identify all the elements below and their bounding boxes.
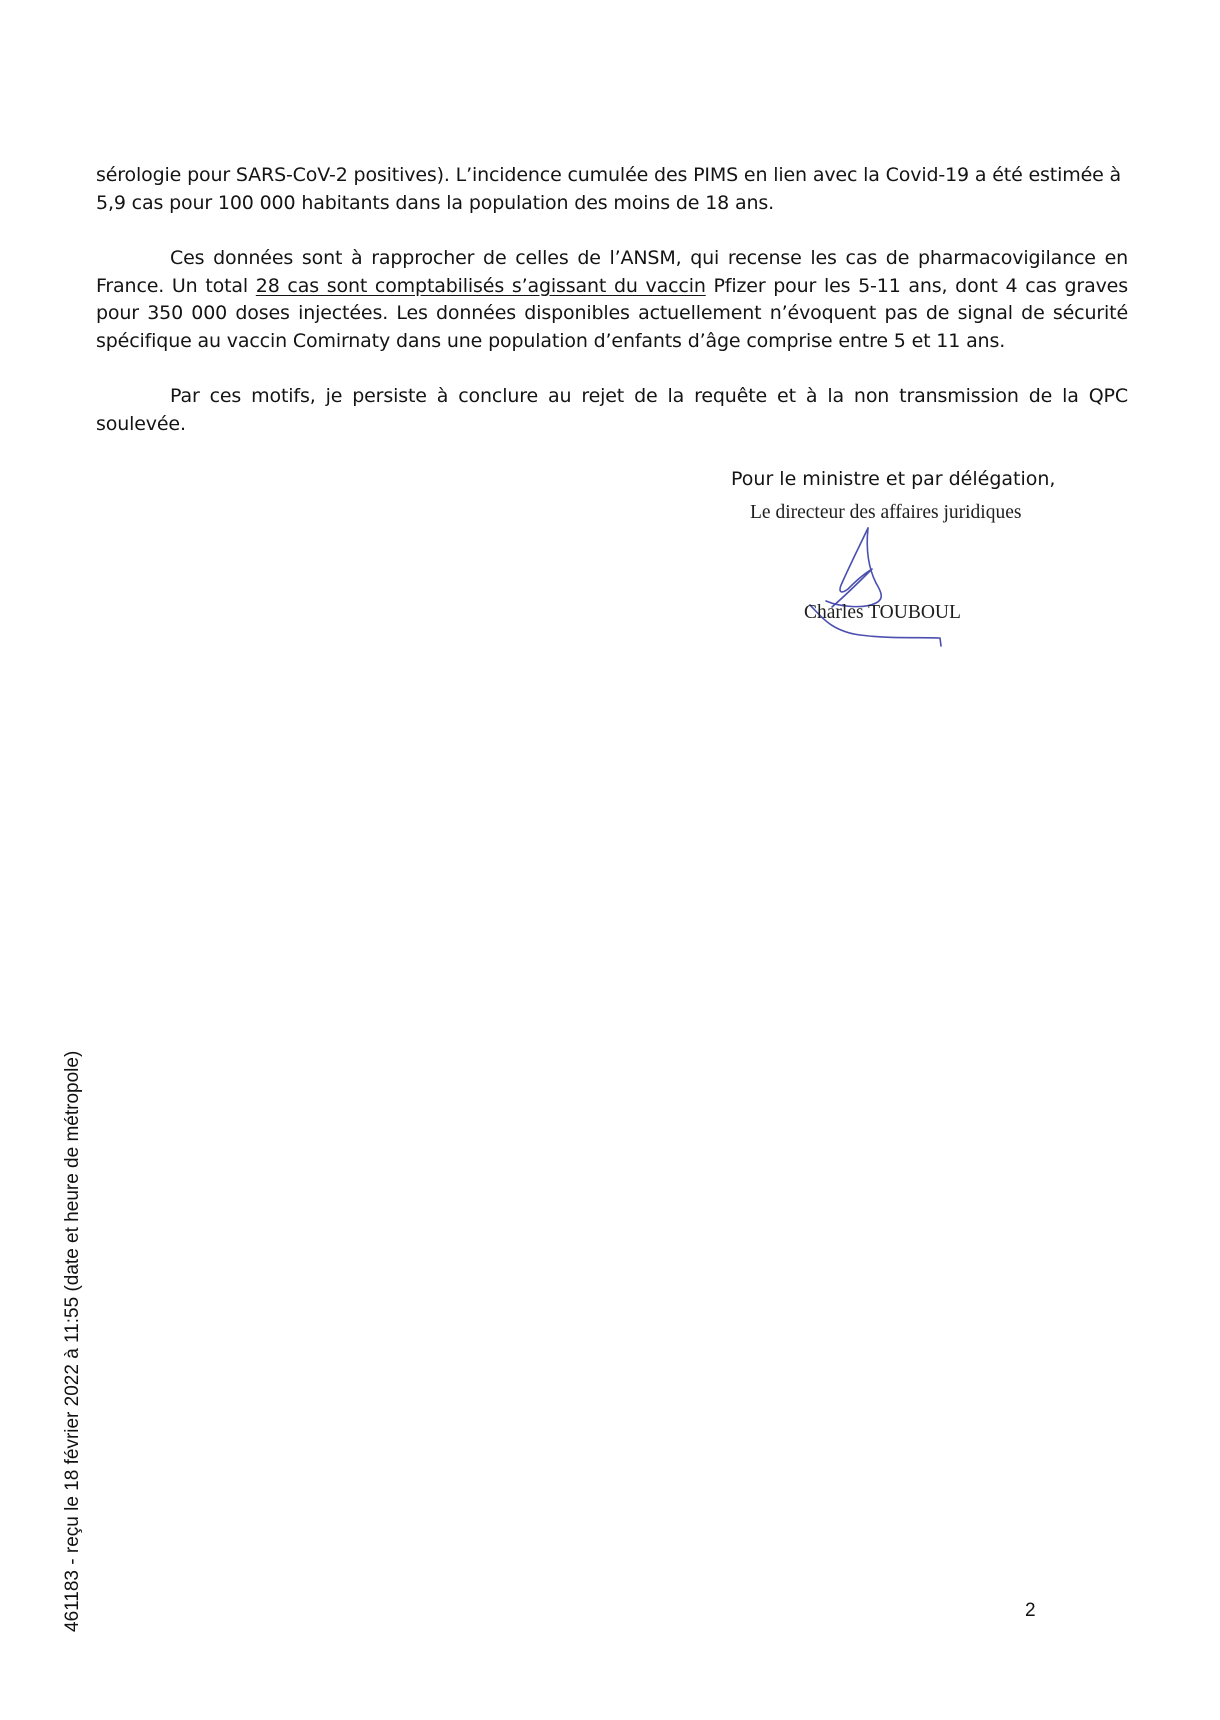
paragraph-conclusion-text: Par ces motifs, je persiste à conclure au rejet de la requête et à la non transmission de la QPC soulevée.: [96, 385, 1128, 435]
signature-formula: Pour le ministre et par délégation,: [731, 468, 1056, 490]
paragraph-ansm-underlined: 28 cas sont comptabilisés s’agissant du vaccin: [255, 274, 706, 297]
paragraph-pims-incidence: sérologie pour SARS-CoV-2 positives). L’incidence cumulée des PIMS en lien avec la Covid-19 a été estimée à 5,9 cas pour 100 000 habitants dans la population des moins de 18 ans.: [96, 164, 1122, 214]
handwritten-signature: [790, 525, 950, 655]
paragraph-conclusion: [96, 383, 1128, 438]
signatory-title: Le directeur des affaires juridiques: [750, 502, 1022, 523]
signature-stroke: [826, 528, 881, 607]
signature-stroke: [832, 528, 872, 607]
page-number: 2: [1025, 1600, 1036, 1621]
paragraph-ansm-part2: Pfizer pour les 5-11 ans, dont 4 cas graves pour 350 000 doses injectées. Les données disponibles actuellement n’évoquent pas de signal de sécurité spécifique au vaccin Comirnaty dans une population d’enfants d’âge comprise entre 5 et 11 ans.: [96, 274, 1128, 352]
signatory-name: Charles TOUBOUL: [804, 602, 961, 623]
paragraph-ansm-part1: Ces données sont à rapprocher de celles de l’ANSM, qui recense les cas de pharmacovigilance en France. Un total: [96, 247, 1128, 297]
receipt-stamp: 461183 - reçu le 18 février 2022 à 11:55 (date et heure de métropole): [62, 1050, 83, 1632]
paragraph-ansm-data: [96, 245, 1128, 355]
